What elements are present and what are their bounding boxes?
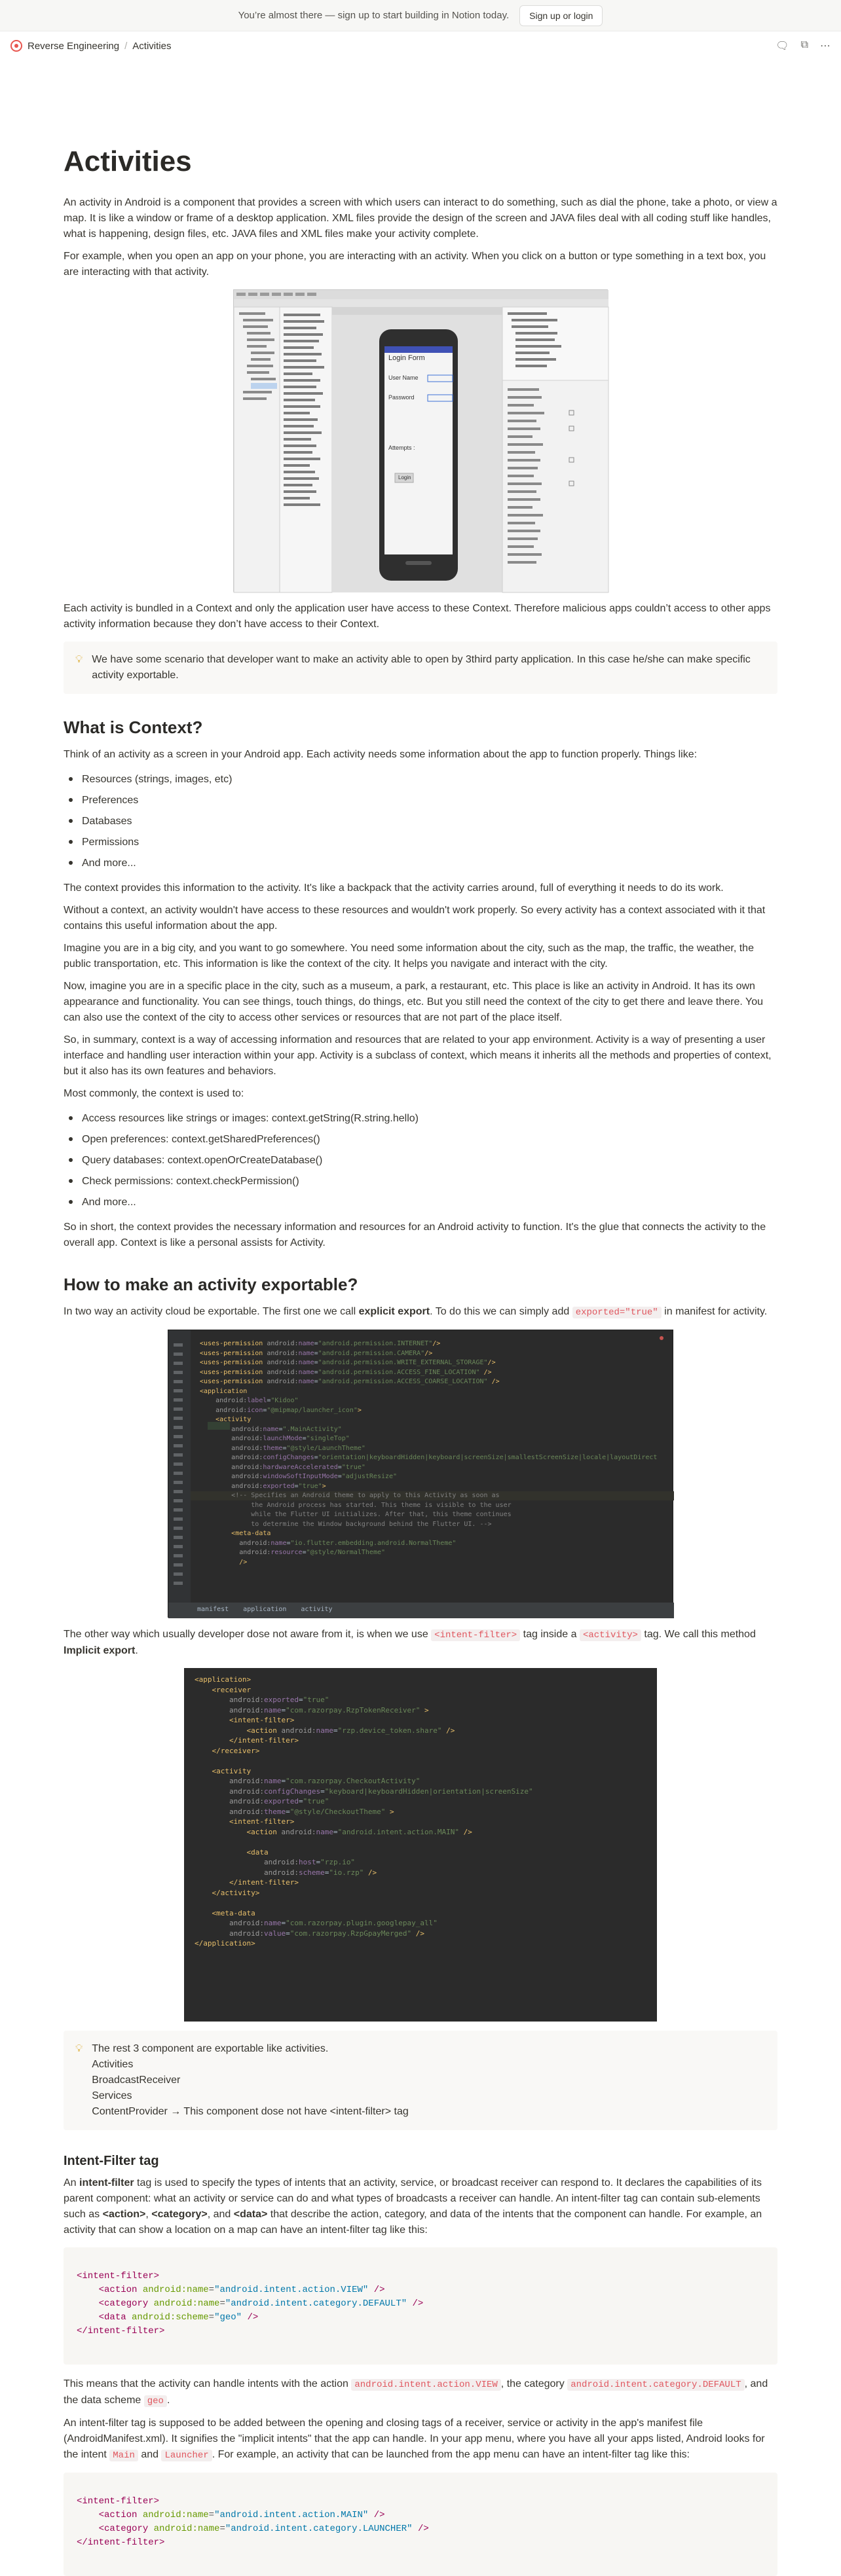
intent-paragraph-3 bbox=[64, 2416, 777, 2463]
text-run: . To do this we can simply add bbox=[430, 1306, 572, 1317]
text-run: , and the data scheme bbox=[64, 2378, 768, 2406]
list-item: Query databases: context.openOrCreateDatabase() bbox=[64, 1150, 777, 1171]
text-run: tag is used to specify the types of intents that an activity, service, or broadcast receiver can respond to. It declares the capabilities of its parent component: what an activity or service can do and what types of broadcasts a receiver can handle. An intent-filter tag can contain sub-elements such as bbox=[64, 2177, 762, 2220]
tab-application[interactable]: application bbox=[243, 1606, 287, 1613]
data-term: <data> bbox=[233, 2209, 268, 2220]
list-item: Access resources like strings or images: context.getString(R.string.hello) bbox=[64, 1108, 777, 1129]
code-block-launcher-intent: <intent-filter> <action android:name="android.intent.action.MAIN" /> <category android:name="android.intent.category.LAUNCHER" /> </intent-filter> bbox=[64, 2473, 777, 2576]
android-studio-screenshot bbox=[233, 289, 608, 592]
lightbulb-icon: 💡︎ bbox=[75, 2043, 83, 2054]
text-run: An intent-filter tag is supposed to be added between the opening and closing tags of a receiver, service or activity in the app's manifest file (AndroidManifest.xml). It signifies the "implicit intents" that the app can handle. In your app menu, where you have all your apps listed, Android looks for the intent bbox=[64, 2418, 765, 2460]
list-item: Resources (strings, images, etc) bbox=[64, 769, 777, 790]
category-term: <category> bbox=[151, 2209, 208, 2220]
topbar-tools bbox=[776, 39, 831, 52]
callout-line: Activities bbox=[92, 2059, 134, 2070]
list-item: Check permissions: context.checkPermission() bbox=[64, 1171, 777, 1192]
text-run: tag inside a bbox=[520, 1629, 580, 1640]
manifest-code: <uses-permission android:name="android.permission.INTERNET"/> <uses-permission android:name="android.permission.CAMERA"/> <uses-permission android:name="android.permission.WRITE_EXTERNAL_STORAGE"/> <uses-permission android:name="android.permission.ACCESS_FINE_LOCATION" /> <uses-permission android:name="android.permission.ACCESS_COARSE_LOCATION" /> <application android:label="Kidoo" android:icon="@mipmap/launcher_icon"> <activity android:name=".MainActivity" android:launchMode="singleTop" android:theme="@style/LaunchTheme" android:configChanges="orientation|keyboardHidden|keyboard|screenSize|smallestScreenSize|locale|layoutDirect android:hardwareAccelerated="true" android:windowSoftInputMode="adjustResize" android:exported="true"> <!-- Specifies an Android theme to apply to this Activity as soon as the Android process has started. This theme is visible to the user while the Flutter UI initializes. After that, this theme continues to determine the Window background behind the Flutter UI. --> <meta-data android:name="io.flutter.embedding.android.NormalTheme" android:resource="@style/NormalTheme" /> bbox=[200, 1340, 658, 1566]
text-run: . bbox=[135, 1645, 138, 1656]
list-item: Preferences bbox=[64, 790, 777, 811]
heading-exportable: How to make an activity exportable? bbox=[64, 1275, 358, 1294]
callout-body bbox=[92, 2041, 409, 2120]
text-run: . bbox=[166, 2395, 170, 2406]
text-run: that describe the action, category, and data of the intents that the component can handle. For example, an activity that can show a location on a map can have an intent-filter tag like this: bbox=[64, 2209, 762, 2236]
breadcrumb-page[interactable]: Activities bbox=[132, 40, 172, 52]
comments-icon[interactable]: 🗨︎ bbox=[776, 41, 789, 52]
intro-paragraph-3: Each activity is bundled in a Context and only the application user have access to these Context. Therefore malicious apps couldn’t access to other apps activity information because they don’t have access to their Context. bbox=[64, 603, 771, 630]
heading-intent-filter: Intent-Filter tag bbox=[64, 2154, 159, 2168]
intent-filter-term: intent-filter bbox=[79, 2177, 134, 2188]
page-content bbox=[64, 60, 777, 2576]
context-needs-list bbox=[64, 769, 777, 874]
phone-login-title: Login Form bbox=[388, 354, 425, 362]
tab-activity[interactable]: activity bbox=[301, 1606, 333, 1613]
receiver-code-screenshot: <application> <receiver android:exported="true" android:name="com.razorpay.RzpTokenReceiver" > <intent-filter> <action android:name="rzp.device_token.share" /> </intent-filter> </receiver> <activity android:name="com.razorpay.CheckoutActivity" android:configChanges="keyboard|keyboardHidden|orientation|screenSize" android:exported="true" android:theme="@style/CheckoutTheme" > <intent-filter> <action android:name="android.intent.action.MAIN" /> <data android:host="rzp.io" android:scheme="io.rzp" /> </intent-filter> </activity> <meta-data android:name="com.razorpay.plugin.googlepay_all" android:value="com.razorpay.RzpGpayMerged" /> </application> bbox=[184, 1668, 657, 2022]
heading-what-is-context: What is Context? bbox=[64, 717, 203, 737]
context-paragraph-8: So in short, the context provides the necessary information and resources for an Android activity to function. It's the glue that connects the activity to the overall app. Context is like a personal assists for Activity. bbox=[64, 1222, 766, 1248]
duplicate-icon[interactable]: ⧉ bbox=[800, 39, 808, 50]
context-paragraph-6: So, in summary, context is a way of accessing information and resources that are related to your app environment. Activity is a way of presenting a user interface and handling user interaction within your app. Activity is a subclass of context, which means it inherits all the methods and properties of context, but it also has its own features and behaviors. bbox=[64, 1034, 772, 1077]
inline-code: geo bbox=[144, 2395, 167, 2407]
banner-text: You’re almost there — sign up to start building in Notion today. bbox=[238, 10, 510, 21]
page-title: Activities bbox=[64, 145, 192, 177]
list-item: Open preferences: context.getSharedPreferences() bbox=[64, 1129, 777, 1150]
tab-manifest[interactable]: manifest bbox=[197, 1606, 229, 1613]
inline-code: Main bbox=[109, 2450, 138, 2461]
text-run: , the category bbox=[500, 2378, 568, 2389]
list-item: And more... bbox=[64, 1192, 777, 1213]
breadcrumb bbox=[10, 40, 171, 52]
intent-paragraph-2 bbox=[64, 2376, 777, 2409]
context-paragraph-1: Think of an activity as a screen in your Android app. Each activity needs some information about the app to function properly. Things like: bbox=[64, 749, 698, 760]
code-block-view-intent: <intent-filter> <action android:name="android.intent.action.VIEW" /> <category android:name="android.intent.category.DEFAULT" /> <data android:scheme="geo" /> </intent-filter> bbox=[64, 2247, 777, 2365]
list-item: Permissions bbox=[64, 832, 777, 853]
exportable-paragraph-2 bbox=[64, 1627, 777, 1659]
phone-attempts-label: Attempts : bbox=[388, 444, 415, 451]
phone-password-label: Password bbox=[388, 394, 415, 401]
text-run: tag. We call this method bbox=[641, 1629, 756, 1640]
breadcrumb-separator: / bbox=[124, 40, 128, 52]
callout-line: Services bbox=[92, 2090, 132, 2101]
callout-line: The rest 3 component are exportable like activities. bbox=[92, 2043, 329, 2054]
text-run: The other way which usually developer dose not aware from it, is when we use bbox=[64, 1629, 432, 1640]
signup-button[interactable]: Sign up or login bbox=[519, 5, 603, 26]
callout-text: We have some scenario that developer want to make an activity able to open by 3third party application. In this case he/she can make specific activity exportable. bbox=[92, 654, 751, 681]
text-run: . For example, an activity that can be launched from the app menu can have an intent-filter tag like this: bbox=[212, 2449, 690, 2460]
more-options-icon[interactable]: ⋯ bbox=[820, 41, 831, 52]
signup-banner bbox=[0, 0, 841, 31]
text-run: , and bbox=[207, 2209, 234, 2220]
intent-paragraph-1 bbox=[64, 2175, 777, 2238]
text-run: , bbox=[145, 2209, 152, 2220]
context-paragraph-7: Most commonly, the context is used to: bbox=[64, 1088, 244, 1099]
inline-code: android.intent.action.VIEW bbox=[351, 2379, 500, 2391]
context-paragraph-4: Imagine you are in a big city, and you want to go somewhere. You need some information about the city, such as the map, the traffic, the weather, the public transportation, etc. This information is like the context of the city. It helps you navigate and interact with the city. bbox=[64, 943, 754, 970]
list-item: Databases bbox=[64, 811, 777, 832]
list-item: And more... bbox=[64, 853, 777, 874]
callout-exportable-components bbox=[64, 2031, 777, 2130]
explicit-export-term: explicit export bbox=[358, 1306, 430, 1317]
workspace-logo-icon bbox=[10, 40, 22, 52]
top-bar bbox=[0, 31, 841, 60]
context-paragraph-3: Without a context, an activity wouldn't have access to these resources and wouldn't work properly. So every activity has a context associated with it that contains this useful information about the app. bbox=[64, 905, 766, 932]
text-run: and bbox=[138, 2449, 162, 2460]
callout-line: BroadcastReceiver bbox=[92, 2075, 181, 2086]
editor-breadcrumb-tabs bbox=[197, 1605, 333, 1615]
context-usage-list bbox=[64, 1108, 777, 1213]
intro-paragraph-2: For example, when you open an app on your phone, you are interacting with an activity. When you click on a button or type something in a text box, you are interacting with that activity. bbox=[64, 251, 766, 278]
inline-code: <intent-filter> bbox=[431, 1629, 520, 1641]
text-run: An bbox=[64, 2177, 80, 2188]
inline-code: <activity> bbox=[580, 1629, 641, 1641]
text-run: In two way an activity cloud be exportable. The first one we call bbox=[64, 1306, 359, 1317]
callout-line: ContentProvider → This component dose not have <intent-filter> tag bbox=[92, 2106, 409, 2117]
text-run: This means that the activity can handle intents with the action bbox=[64, 2378, 352, 2389]
action-term: <action> bbox=[102, 2209, 146, 2220]
lightbulb-icon: 💡︎ bbox=[75, 654, 83, 665]
context-paragraph-2: The context provides this information to the activity. It's like a backpack that the activity carries around, full of everything it needs to do its work. bbox=[64, 882, 724, 894]
inline-code: android.intent.category.DEFAULT bbox=[567, 2379, 744, 2391]
android-studio-illustration bbox=[234, 290, 608, 592]
context-paragraph-5: Now, imagine you are in a specific place in the city, such as a museum, a park, a restaurant, etc. This place is like an activity in Android. It has its own appearance and functionality. You can see things, touch things, do things, etc. But you still need the context of the city to get there and leave there. You can also use the context of the city to access other services or resources that are not part of the place itself. bbox=[64, 981, 763, 1023]
implicit-export-term: Implicit export bbox=[64, 1645, 136, 1656]
intro-paragraph-1: An activity in Android is a component that provides a screen with which users can interact to do something, such as dial the phone, take a photo, or view a map. It is like a window or frame of a desktop application. XML files provide the design of the screen and JAVA files deal with all coding stuff like handles, what is happening, design files, etc. JAVA files and XML files make your activity complete. bbox=[64, 197, 777, 240]
callout-exportable-scenario bbox=[64, 642, 777, 694]
inline-code: Launcher bbox=[161, 2450, 212, 2461]
inline-code: exported="true" bbox=[572, 1307, 662, 1318]
manifest-editor-screenshot bbox=[168, 1330, 673, 1618]
phone-login-button: Login bbox=[398, 475, 411, 481]
text-run: in manifest for activity. bbox=[661, 1306, 768, 1317]
exportable-paragraph-1 bbox=[64, 1304, 777, 1320]
breadcrumb-workspace[interactable]: Reverse Engineering bbox=[28, 40, 120, 52]
phone-username-label: User Name bbox=[388, 374, 419, 381]
